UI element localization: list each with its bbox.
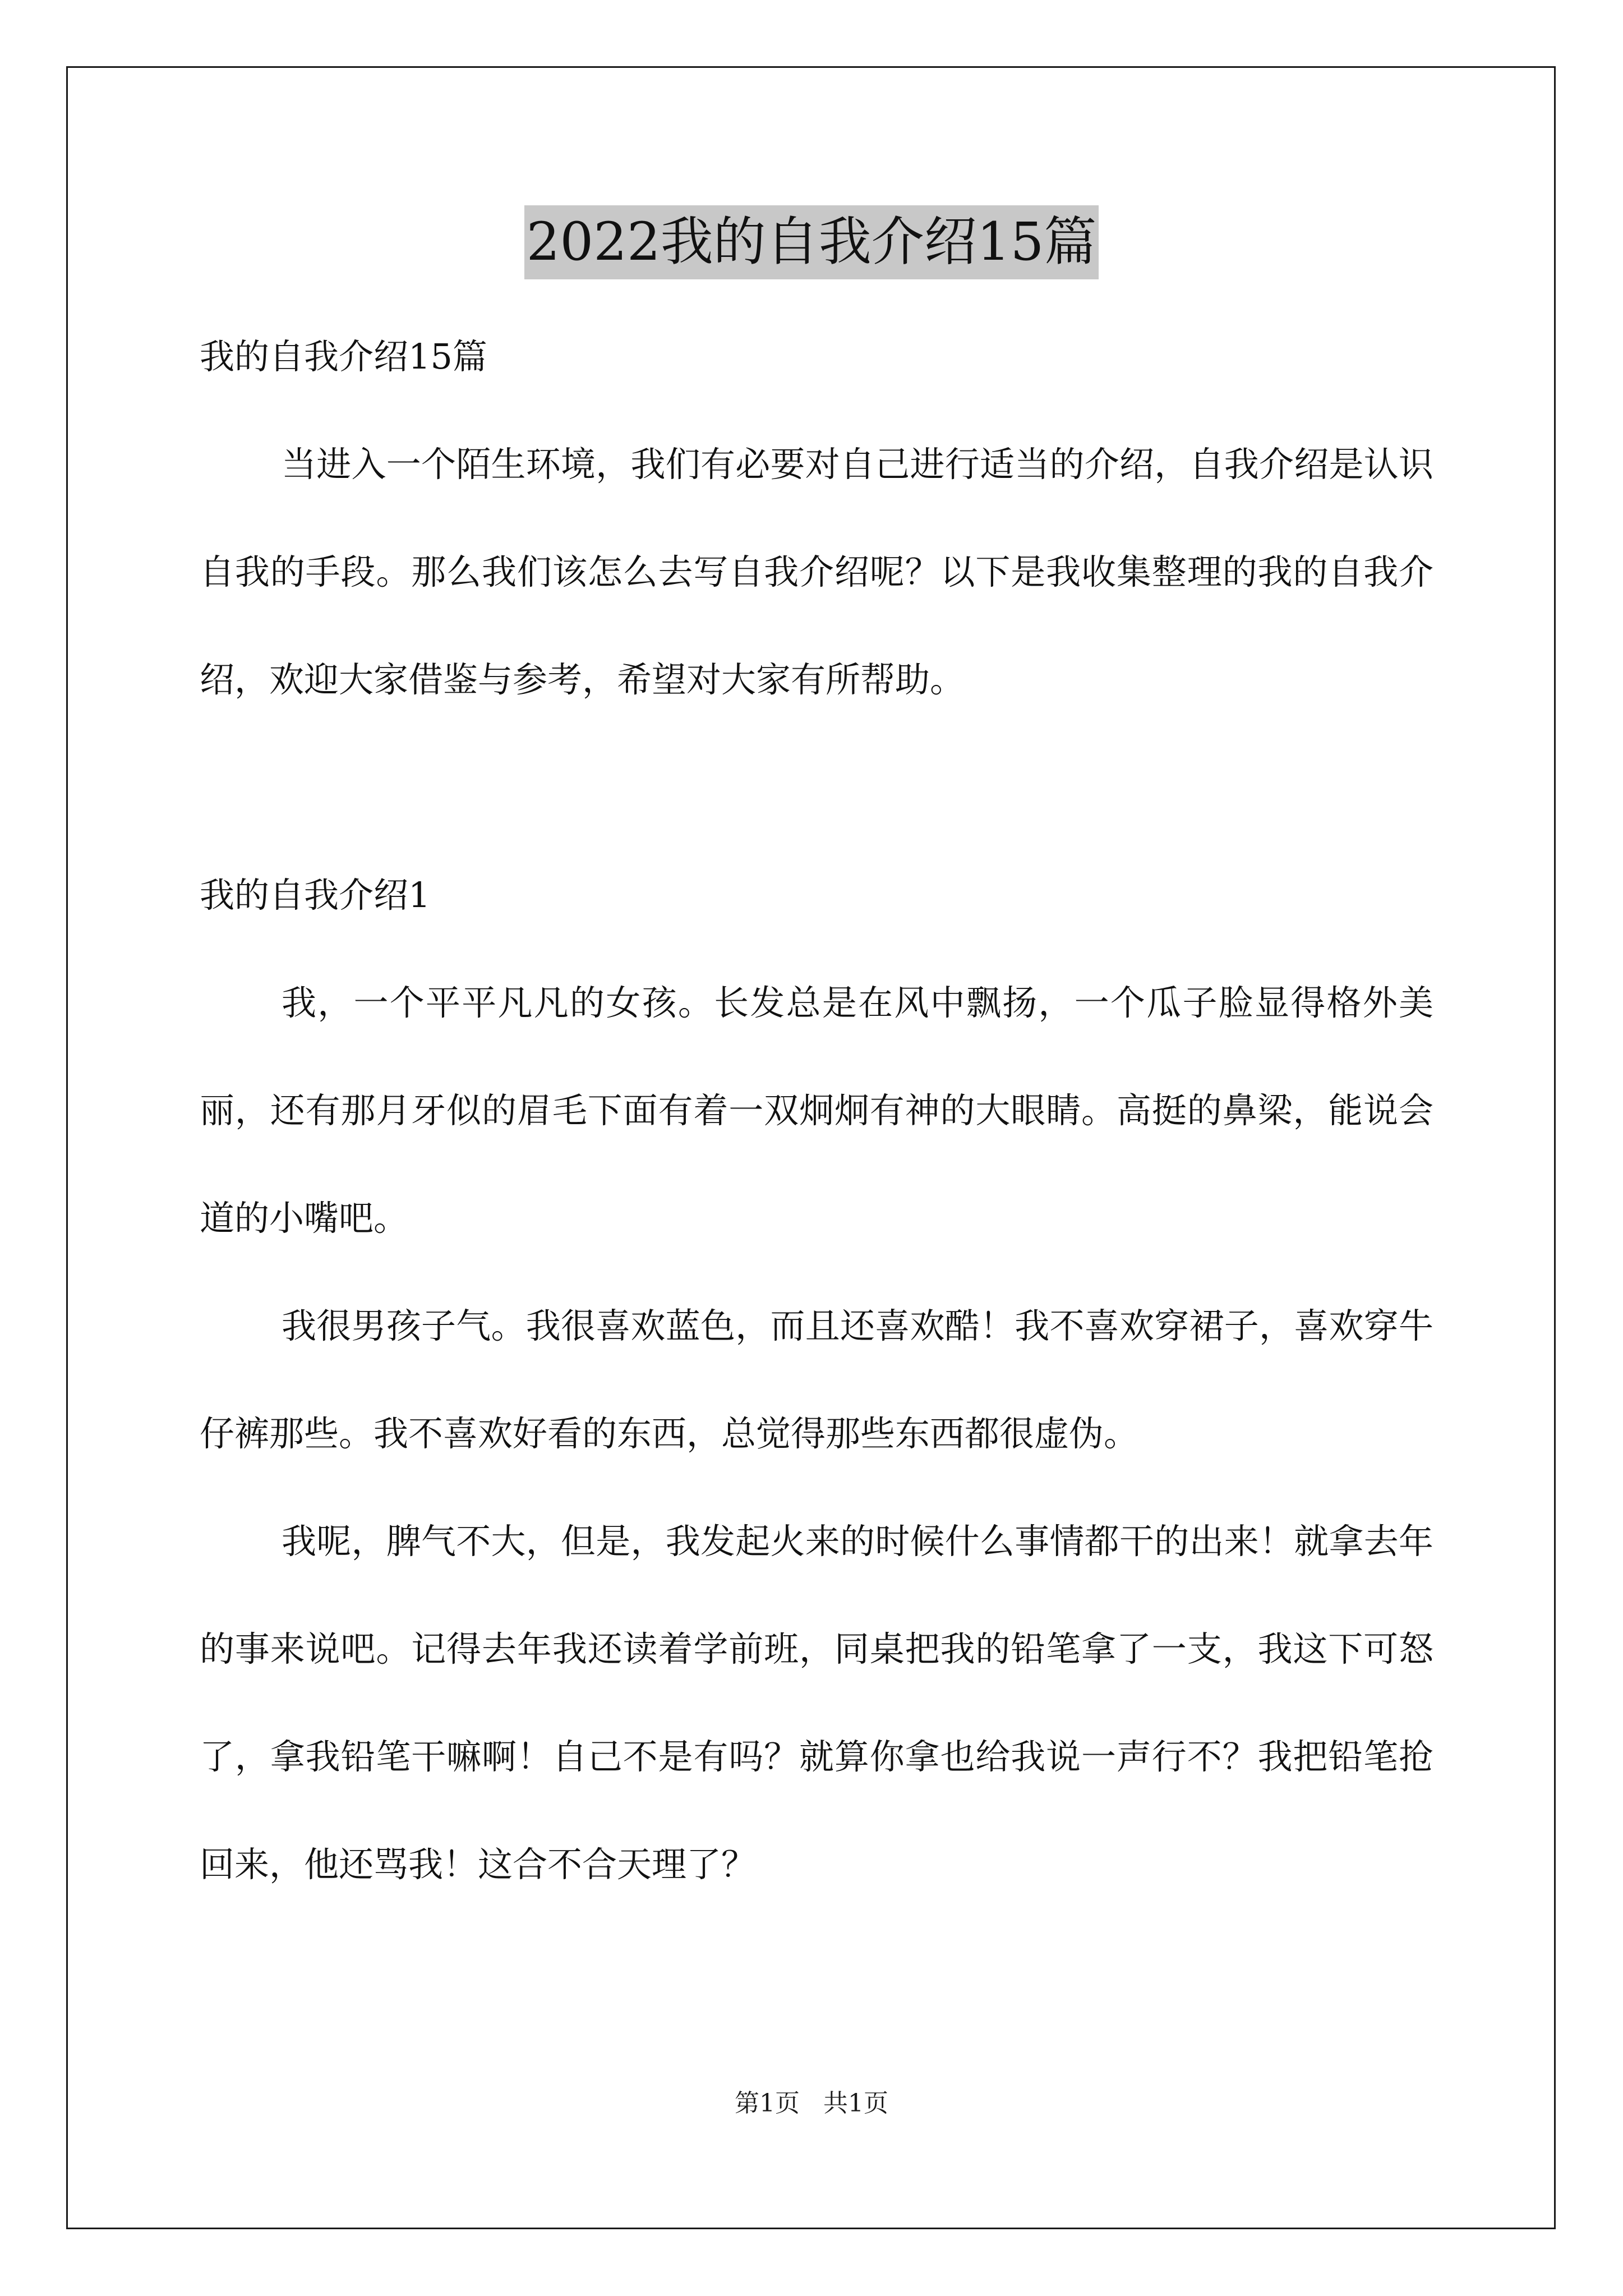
footer-spacer (800, 2089, 823, 2118)
body-paragraph: 我呢，脾气不大，但是，我发起火来的时候什么事情都干的出来！就拿去年的事来说吧。记得去年我还读着学前班，同桌把我的铅笔拿了一支，我这下可怒了，拿我铅笔干嘛啊！自己不是有吗？就算你拿也给我说一声行不？我把铅笔抢回来，他还骂我！这合不合天理了？ (200, 1521, 1433, 1885)
page-total: 共1页 (823, 2089, 888, 2118)
page-footer (0, 2087, 1623, 2120)
body-paragraph: 我，一个平平凡凡的女孩。长发总是在风中飘扬，一个瓜子脸显得格外美丽，还有那月牙似的眉毛下面有着一双炯炯有神的大眼睛。高挺的鼻梁，能说会道的小嘴吧。 (200, 982, 1433, 1239)
subheading-section-1: 我的自我介绍1 (200, 875, 431, 915)
title-container (0, 205, 1623, 279)
intro-paragraph: 当进入一个陌生环境，我们有必要对自己进行适当的介绍，自我介绍是认识自我的手段。那么我们该怎么去写自我介绍呢？以下是我收集整理的我的自我介绍，欢迎大家借鉴与参考，希望对大家有所帮助。 (200, 444, 1433, 700)
document-body (200, 303, 1433, 1918)
document-title: 2022我的自我介绍15篇 (524, 205, 1099, 279)
page-number: 第1页 (735, 2089, 800, 2118)
body-paragraph: 我很男孩子气。我很喜欢蓝色，而且还喜欢酷！我不喜欢穿裙子，喜欢穿牛仔裤那些。我不喜欢好看的东西，总觉得那些东西都很虚伪。 (200, 1305, 1433, 1454)
subheading-collection: 我的自我介绍15篇 (200, 336, 487, 377)
section-gap (200, 734, 1433, 841)
